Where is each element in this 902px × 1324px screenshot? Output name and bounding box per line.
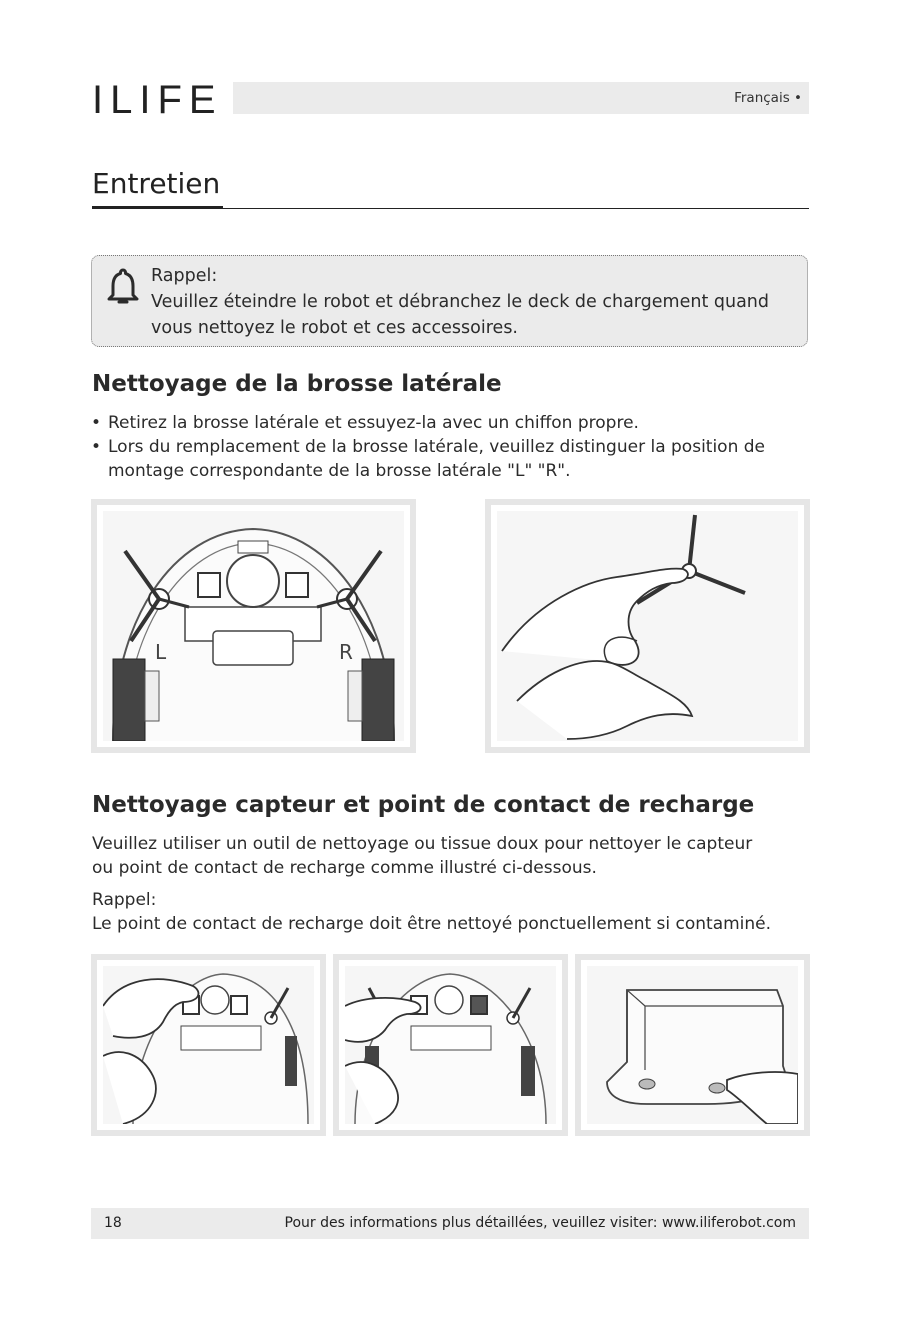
language-bar	[233, 82, 809, 114]
hand-cloth-drawing	[497, 511, 798, 741]
reminder-line-2: vous nettoyez le robot et ces accessoires.	[151, 318, 518, 338]
sensor-reminder-text: Le point de contact de recharge doit être nettoyé ponctuellement si contaminé.	[92, 914, 772, 934]
left-brush-label: L	[155, 640, 167, 664]
bullet-text-2: Lors du remplacement de la brosse latérale, veuillez distinguer la position de	[108, 437, 766, 457]
dock-drawing	[587, 966, 798, 1124]
bell-icon	[106, 267, 140, 307]
bullet-text-2-cont: montage correspondante de la brosse latérale "L" "R".	[108, 461, 571, 481]
bullet-dot: •	[91, 437, 102, 457]
page-title: Entretien	[92, 167, 221, 200]
sensor-cleaning-illustration-2	[333, 954, 568, 1136]
sensor-intro-1: Veuillez utiliser un outil de nettoyage ou tissue doux pour nettoyer le capteur	[92, 834, 753, 854]
bullet-dot: •	[91, 413, 102, 433]
robot-underside-drawing	[103, 511, 404, 741]
language-label: Français •	[734, 90, 802, 106]
sensor-reminder-label: Rappel:	[92, 890, 157, 910]
sensor-heading: Nettoyage capteur et point de contact de recharge	[92, 792, 755, 818]
title-underline	[92, 206, 223, 209]
sensor-cleaning-illustration-1	[91, 954, 326, 1136]
side-brush-heading: Nettoyage de la brosse latérale	[92, 371, 502, 397]
footer-info: Pour des informations plus détaillées, veuillez visiter: www.iliferobot.com	[284, 1215, 796, 1231]
sensor-intro-2: ou point de contact de recharge comme illustré ci-dessous.	[92, 858, 597, 878]
robot-underside-illustration	[91, 499, 416, 753]
robot-sensor-drawing-1	[103, 966, 314, 1124]
robot-sensor-drawing-2	[345, 966, 556, 1124]
reminder-text	[151, 263, 769, 341]
bullet-text-1: Retirez la brosse latérale et essuyez-la avec un chiffon propre.	[108, 413, 639, 433]
page-number: 18	[104, 1215, 122, 1231]
hand-wiping-brush-illustration	[485, 499, 810, 753]
brand-logo: ILIFE	[92, 78, 223, 122]
reminder-label: Rappel:	[151, 266, 218, 286]
right-brush-label: R	[339, 640, 353, 664]
charging-dock-cleaning-illustration	[575, 954, 810, 1136]
reminder-line-1: Veuillez éteindre le robot et débranchez le deck de chargement quand	[151, 292, 770, 312]
